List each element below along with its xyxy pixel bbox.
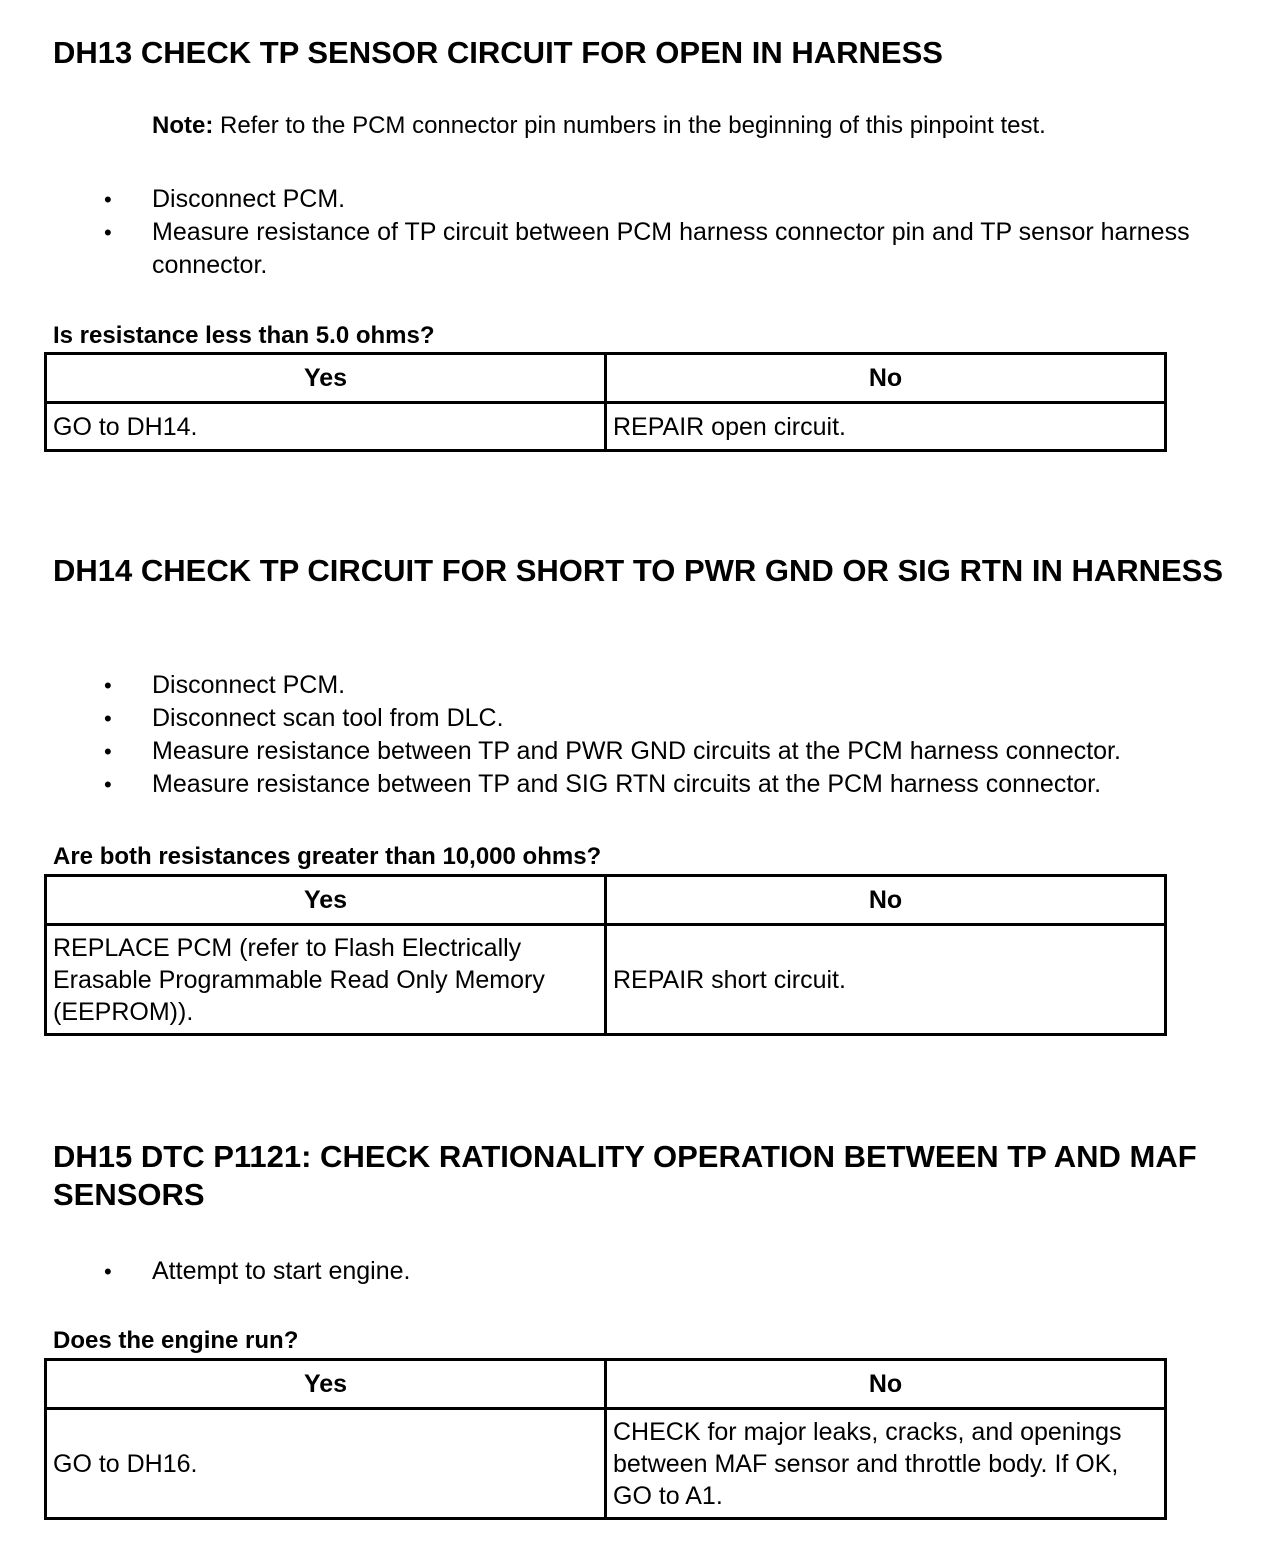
section-heading-dh15: DH15 DTC P1121: CHECK RATIONALITY OPERATION BETWEEN TP AND MAF SENSORS	[53, 1139, 1197, 1212]
note	[152, 110, 1046, 142]
list-item: • Measure resistance between TP and SIG RTN circuits at the PCM harness connector.	[0, 768, 1212, 801]
list-item: • Disconnect PCM.	[0, 183, 1212, 216]
decision-table-dh14	[44, 874, 1167, 1036]
bullet-icon: •	[104, 220, 112, 245]
yes-action: GO to DH16.	[46, 1409, 606, 1519]
question-dh15: Does the engine run?	[53, 1327, 299, 1354]
no-action: CHECK for major leaks, cracks, and openings between MAF sensor and throttle body. If OK, GO to A1.	[606, 1409, 1166, 1519]
decision-table-dh13	[44, 352, 1167, 452]
yes-action: REPLACE PCM (refer to Flash Electrically Erasable Programmable Read Only Memory (EEPROM)).	[46, 925, 606, 1035]
no-header: No	[606, 876, 1166, 925]
yes-action: GO to DH14.	[46, 403, 606, 451]
list-item: • Measure resistance between TP and PWR GND circuits at the PCM harness connector.	[0, 735, 1212, 768]
list-item: • Measure resistance of TP circuit between PCM harness connector pin and TP sensor harness connector.	[104, 218, 1190, 279]
bullet-icon: •	[104, 706, 112, 731]
no-action: REPAIR short circuit.	[606, 925, 1166, 1035]
note-text: Refer to the PCM connector pin numbers in the beginning of this pinpoint test.	[213, 112, 1046, 139]
bullet-icon: •	[104, 187, 112, 212]
bullet-icon: •	[104, 739, 112, 764]
step-list-dh15	[0, 1255, 1264, 1288]
step-list-dh14	[0, 669, 1264, 801]
bullet-icon: •	[104, 673, 112, 698]
section-heading-dh13: DH13 CHECK TP SENSOR CIRCUIT FOR OPEN IN HARNESS	[53, 35, 943, 70]
list-item: • Disconnect scan tool from DLC.	[0, 702, 1212, 735]
bullet-icon: •	[104, 1259, 112, 1284]
yes-header: Yes	[46, 876, 606, 925]
question-dh14: Are both resistances greater than 10,000 ohms?	[53, 843, 602, 870]
yes-header: Yes	[46, 1360, 606, 1409]
bullet-icon: •	[104, 772, 112, 797]
no-header: No	[606, 354, 1166, 403]
no-header: No	[606, 1360, 1166, 1409]
question-dh13: Is resistance less than 5.0 ohms?	[53, 322, 435, 349]
no-action: REPAIR open circuit.	[606, 403, 1166, 451]
decision-table-dh15	[44, 1358, 1167, 1520]
list-item: • Disconnect PCM.	[0, 669, 1212, 702]
step-list-dh13	[0, 183, 1264, 282]
list-item: • Attempt to start engine.	[0, 1255, 1212, 1288]
note-label: Note:	[152, 112, 214, 139]
yes-header: Yes	[46, 354, 606, 403]
section-heading-dh14: DH14 CHECK TP CIRCUIT FOR SHORT TO PWR GND OR SIG RTN IN HARNESS	[53, 553, 1224, 588]
